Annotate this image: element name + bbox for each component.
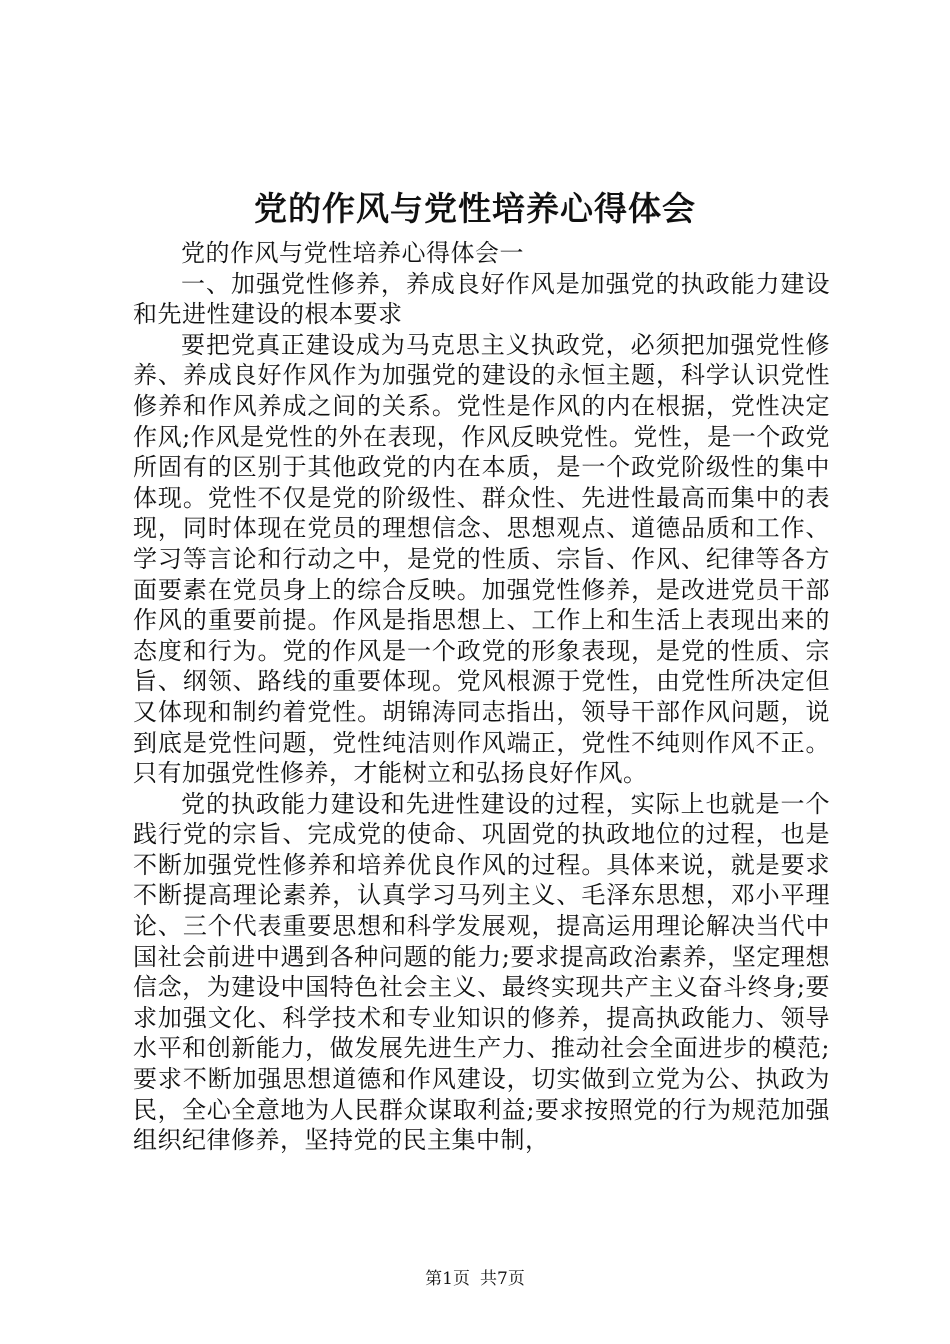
page-footer (0, 1268, 950, 1290)
page-number: 第1页 (425, 1269, 470, 1289)
body-paragraph: 要把党真正建设成为马克思主义执政党，必须把加强党性修养、养成良好作风作为加强党的建设的永恒主题，科学认识党性修养和作风养成之间的关系。党性是作风的内在根据，党性决定作风;作风是党性的外在表现，作风反映党性。党性，是一个政党所固有的区别于其他政党的内在本质，是一个政党阶级性的集中体现。党性不仅是党的阶级性、群众性、先进性最高而集中的表现，同时体现在党员的理想信念、思想观点、道德品质和工作、学习等言论和行动之中，是党的性质、宗旨、作风、纪律等各方面要素在党员身上的综合反映。加强党性修养，是改进党员干部作风的重要前提。作风是指思想上、工作上和生活上表现出来的态度和行为。党的作风是一个政党的形象表现，是党的性质、宗旨、纲领、路线的重要体现。党风根源于党性，由党性所决定但又体现和制约着党性。胡锦涛同志指出，领导干部作风问题，说到底是党性问题，党性纯洁则作风端正，党性不纯则作风不正。只有加强党性修养，才能树立和弘扬良好作风。 (133, 330, 830, 788)
document-title: 党的作风与党性培养心得体会 (254, 189, 696, 228)
page-total: 共7页 (480, 1269, 525, 1289)
section-heading-paragraph: 党的作风与党性培养心得体会一 (181, 239, 524, 267)
body-paragraph: 党的执政能力建设和先进性建设的过程，实际上也就是一个践行党的宗旨、完成党的使命、巩固党的执政地位的过程，也是不断加强党性修养和培养优良作风的过程。具体来说，就是要求不断提高理论素养，认真学习马列主义、毛泽东思想，邓小平理论、三个代表重要思想和科学发展观，提高运用理论解决当代中国社会前进中遇到各种问题的能力;要求提高政治素养，坚定理想信念，为建设中国特色社会主义、最终实现共产主义奋斗终身;要求加强文化、科学技术和专业知识的修养，提高执政能力、领导水平和创新能力，做发展先进生产力、推动社会全面进步的模范;要求不断加强思想道德和作风建设，切实做到立党为公、执政为民，全心全意地为人民群众谋取利益;要求按照党的行为规范加强组织纪律修养，坚持党的民主集中制， (133, 789, 830, 1155)
document-body (133, 238, 830, 1156)
subsection-heading-paragraph: 一、加强党性修养，养成良好作风是加强党的执政能力建设和先进性建设的根本要求 (133, 269, 830, 329)
